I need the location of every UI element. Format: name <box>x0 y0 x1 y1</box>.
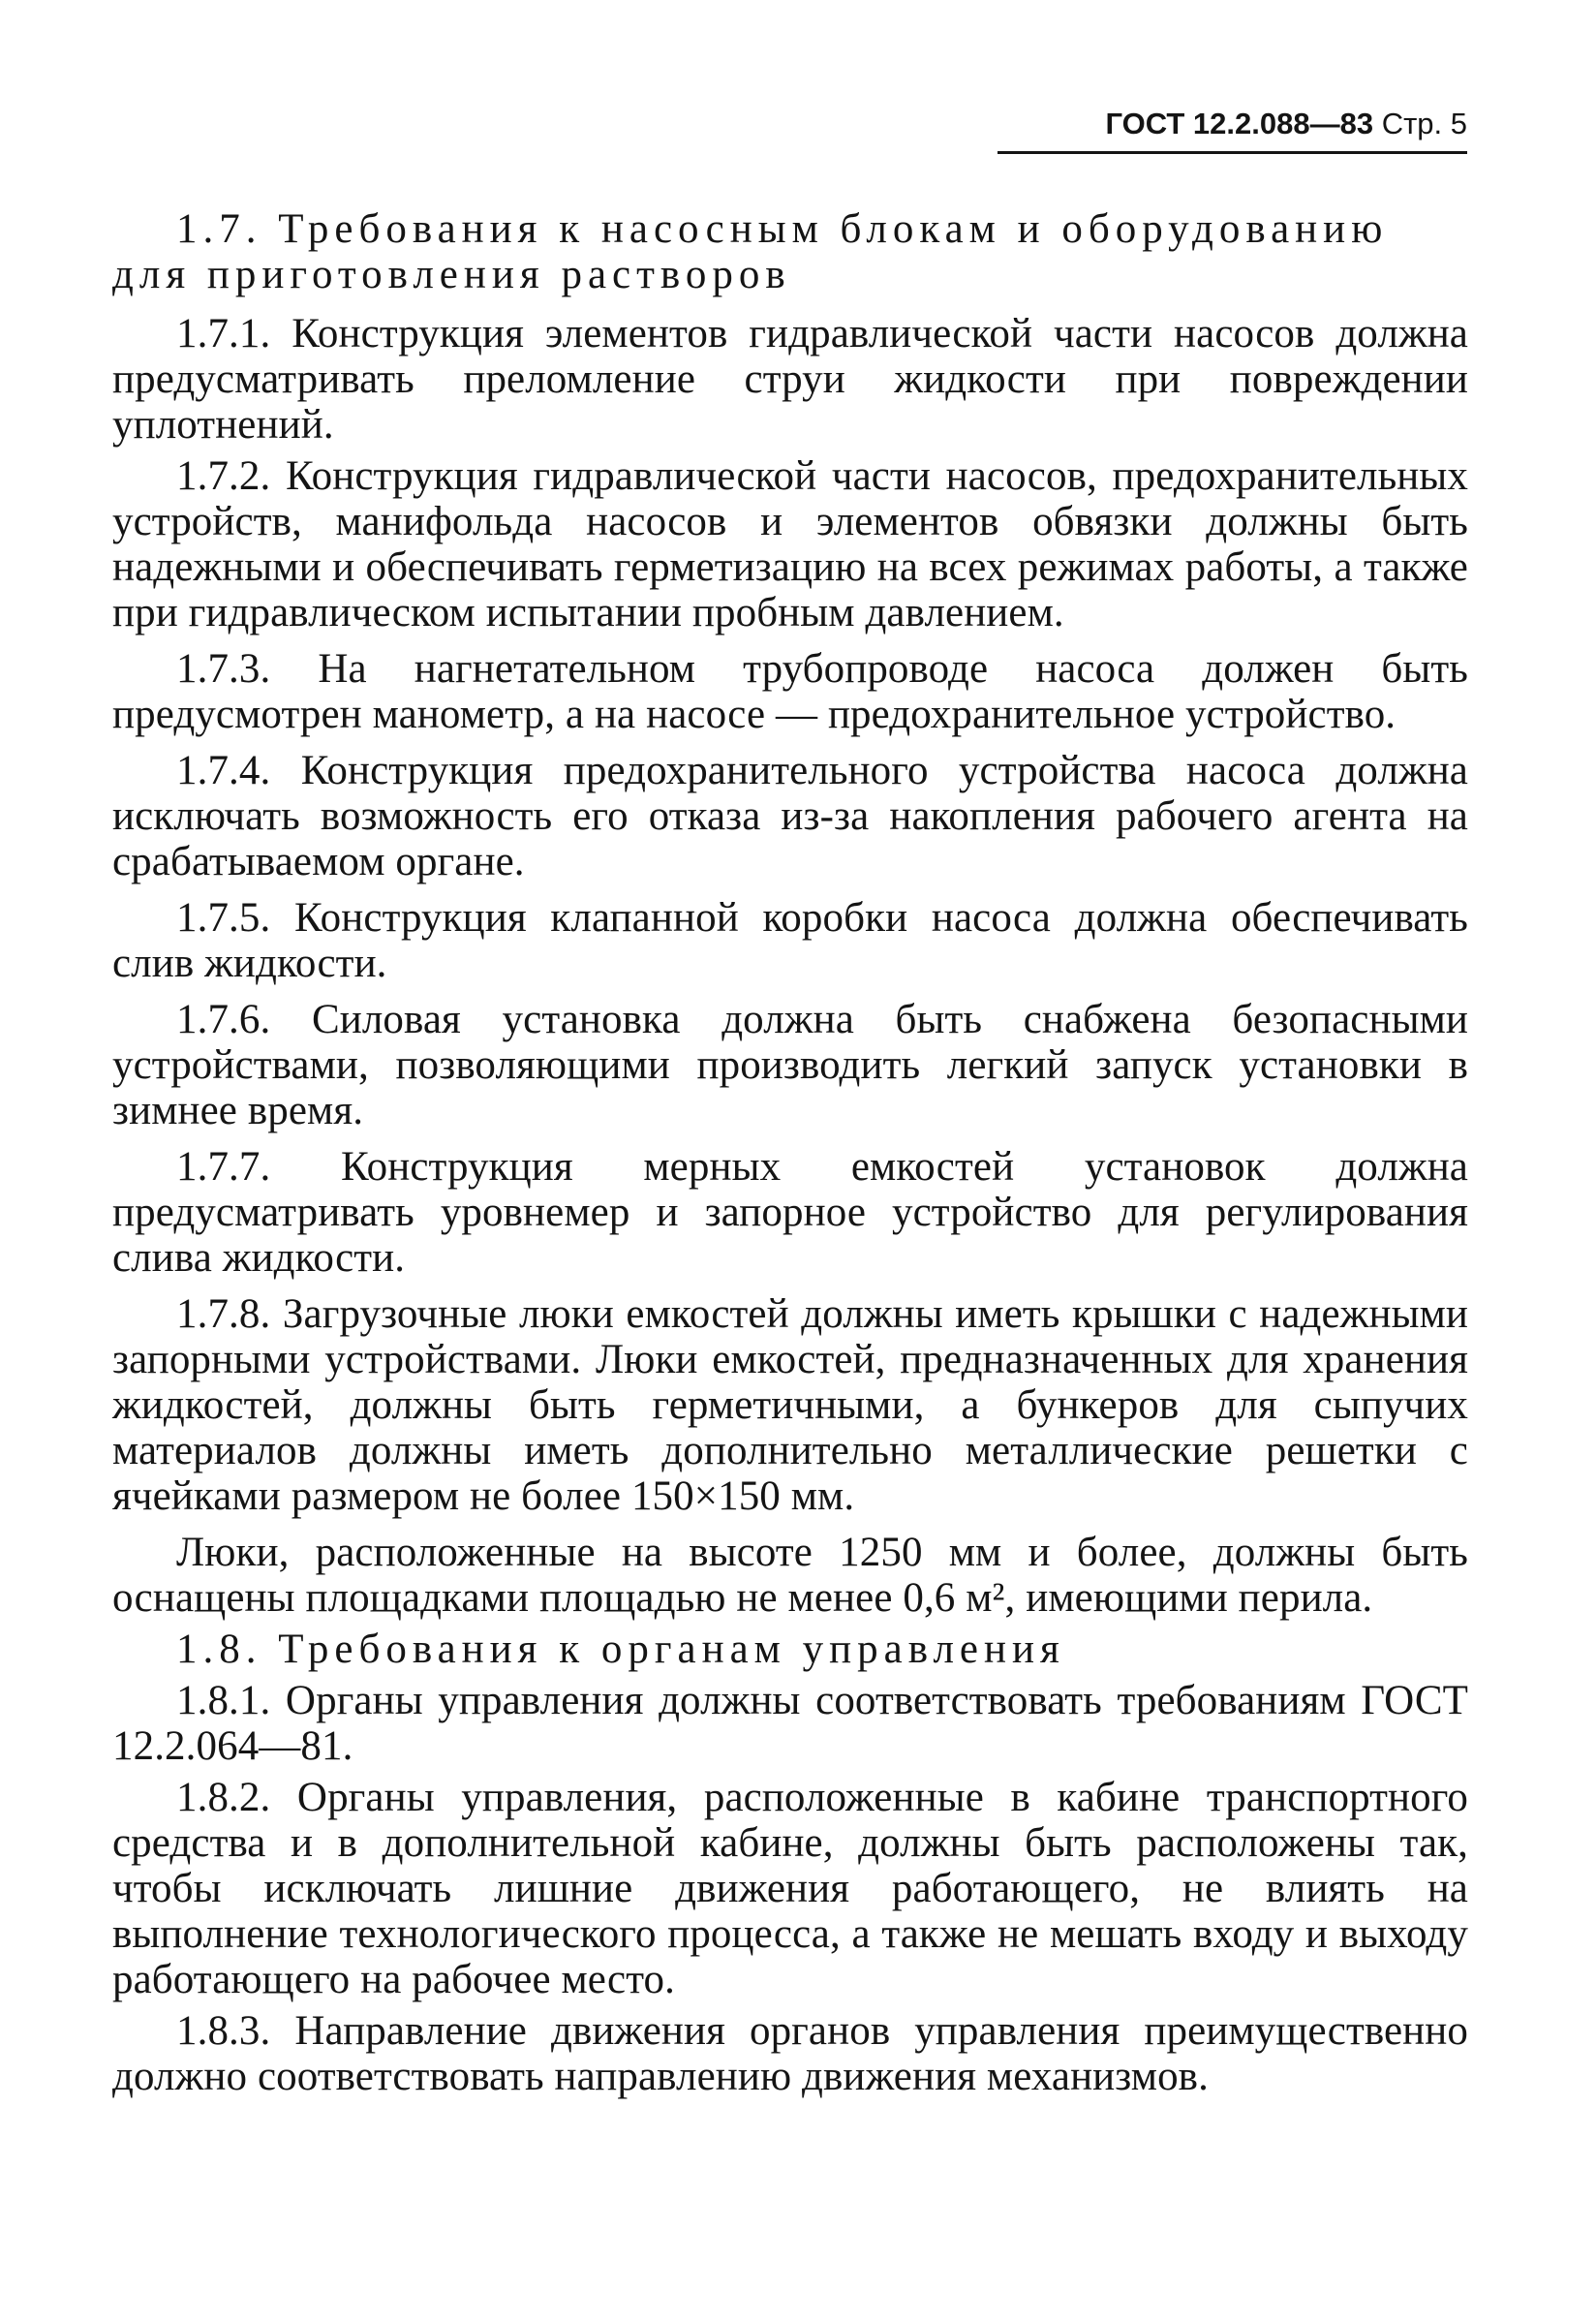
clause-1-7-3: 1.7.3. На нагнетательном трубопроводе насоса должен быть предусмотрен манометр, а на насосе — предохранительное устройство. <box>112 646 1468 737</box>
clause-1-7-7: 1.7.7. Конструкция мерных емкостей установок должна предусматривать уровнемер и запорное устройство для регулирования слива жидкости. <box>112 1144 1468 1281</box>
clause-1-8-3: 1.8.3. Направление движения органов управления преимущественно должно соответствовать направлению движения механизмов. <box>112 2008 1468 2099</box>
clause-1-7-8: 1.7.8. Загрузочные люки емкостей должны иметь крышки с надежными запорными устройствами. Люки емкостей, предназначенных для хранения жидкостей, должны быть герметичными, а бункеров для сыпучих материалов должны иметь дополнительно металлические решетки с ячейками размером не более 150×150 мм. <box>112 1291 1468 1519</box>
clause-1-8-1: 1.8.1. Органы управления должны соответствовать требованиям ГОСТ 12.2.064—81. <box>112 1678 1468 1769</box>
header-rule <box>998 151 1467 154</box>
section-heading-1-8: 1.8. Требования к органам управления <box>176 1627 1065 1672</box>
clause-1-7-8-continuation: Люки, расположенные на высоте 1250 мм и более, должны быть оснащены площадками площадью не менее 0,6 м², имеющими перила. <box>112 1530 1468 1621</box>
standard-code: ГОСТ 12.2.088—83 <box>1105 107 1374 140</box>
clause-1-7-4: 1.7.4. Конструкция предохранительного устройства насоса должна исключать возможность его отказа из-за накопления рабочего агента на срабатываемом органе. <box>112 748 1468 884</box>
page-header <box>998 105 1467 143</box>
clause-1-7-6: 1.7.6. Силовая установка должна быть снабжена безопасными устройствами, позволяющими производить легкий запуск установки в зимнее время. <box>112 997 1468 1133</box>
clause-1-7-5: 1.7.5. Конструкция клапанной коробки насоса должна обеспечивать слив жидкости. <box>112 895 1468 986</box>
clause-1-8-2: 1.8.2. Органы управления, расположенные в кабине транспортного средства и в дополнительной кабине, должны быть расположены так, чтобы исключать лишние движения работающего, не влиять на выполнение технологического процесса, а также не мешать входу и выходу работающего на рабочее место. <box>112 1775 1468 2002</box>
section-heading-1-7: 1.7. Требования к насосным блокам и оборудованию для приготовления растворов <box>112 206 1389 297</box>
page-number: Стр. 5 <box>1381 107 1467 140</box>
document-body <box>112 206 1468 2105</box>
clause-1-7-1: 1.7.1. Конструкция элементов гидравлической части насосов должна предусматривать преломление струи жидкости при повреждении уплотнений. <box>112 311 1468 448</box>
clause-1-7-2: 1.7.2. Конструкция гидравлической части насосов, предохранительных устройств, манифольда насосов и элементов обвязки должны быть надежными и обеспечивать герметизацию на всех режимах работы, а также при гидравлическом испытании пробным давлением. <box>112 453 1468 635</box>
